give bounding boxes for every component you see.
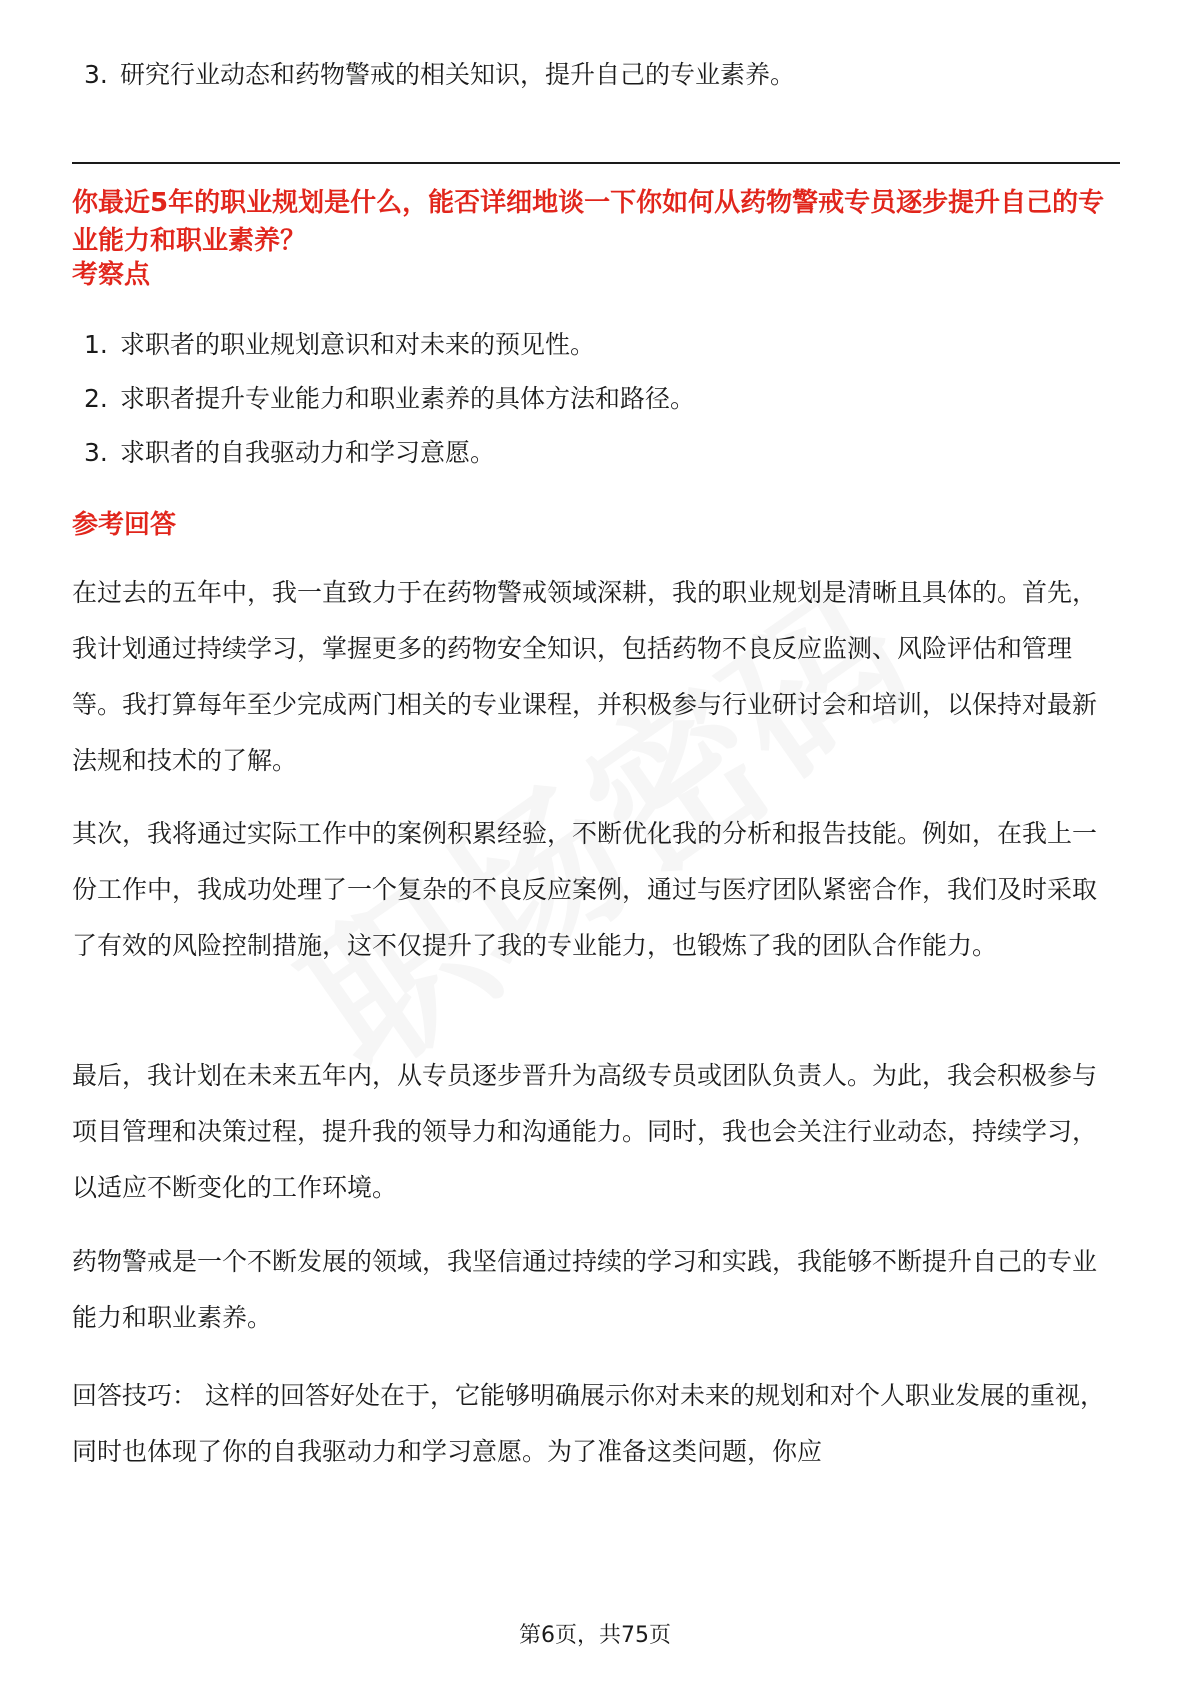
page-number: 第6页，共75页	[519, 1623, 671, 1648]
list-text: 求职者的职业规划意识和对未来的预见性。	[120, 330, 596, 359]
list-number: 1.	[84, 330, 108, 359]
answer-paragraph: 在过去的五年中，我一直致力于在药物警戒领域深耕，我的职业规划是清晰且具体的。首先，我计划通过持续学习，掌握更多的药物安全知识，包括药物不良反应监测、风险评估和管理等。我打算每年至少完成两门相关的专业课程，并积极参与行业研讨会和培训，以保持对最新法规和技术的了解。	[72, 578, 1098, 775]
list-item	[84, 58, 795, 92]
section-divider	[72, 162, 1120, 164]
answer-paragraph: 其次，我将通过实际工作中的案例积累经验，不断优化我的分析和报告技能。例如，在我上一份工作中，我成功处理了一个复杂的不良反应案例，通过与医疗团队紧密合作，我们及时采取了有效的风险控制措施，这不仅提升了我的专业能力，也锻炼了我的团队合作能力。	[72, 819, 1098, 960]
list-item	[84, 382, 695, 416]
answer-paragraph: 最后，我计划在未来五年内，从专员逐步晋升为高级专员或团队负责人。为此，我会积极参与项目管理和决策过程，提升我的领导力和沟通能力。同时，我也会关注行业动态，持续学习，以适应不断变化的工作环境。	[72, 1061, 1098, 1202]
list-number: 2.	[84, 384, 108, 413]
answer-heading: 参考回答	[72, 510, 177, 540]
list-text: 求职者提升专业能力和职业素养的具体方法和路径。	[120, 384, 696, 413]
list-number: 3.	[84, 438, 108, 467]
answer-tips-paragraph: 回答技巧： 这样的回答好处在于，它能够明确展示你对未来的规划和对个人职业发展的重视，同时也体现了你的自我驱动力和学习意愿。为了准备这类问题，你应	[72, 1381, 1105, 1466]
list-number: 3.	[84, 60, 108, 89]
list-text: 求职者的自我驱动力和学习意愿。	[120, 438, 496, 467]
list-item	[84, 328, 595, 362]
focus-heading: 考察点	[72, 260, 151, 290]
list-text: 研究行业动态和药物警戒的相关知识，提升自己的专业素养。	[120, 60, 796, 89]
question-title: 你最近5年的职业规划是什么，能否详细地谈一下你如何从药物警戒专员逐步提升自己的专业能力和职业素养？	[72, 188, 1105, 256]
answer-paragraph: 药物警戒是一个不断发展的领域，我坚信通过持续的学习和实践，我能够不断提升自己的专业能力和职业素养。	[72, 1247, 1098, 1332]
list-item	[84, 436, 495, 470]
